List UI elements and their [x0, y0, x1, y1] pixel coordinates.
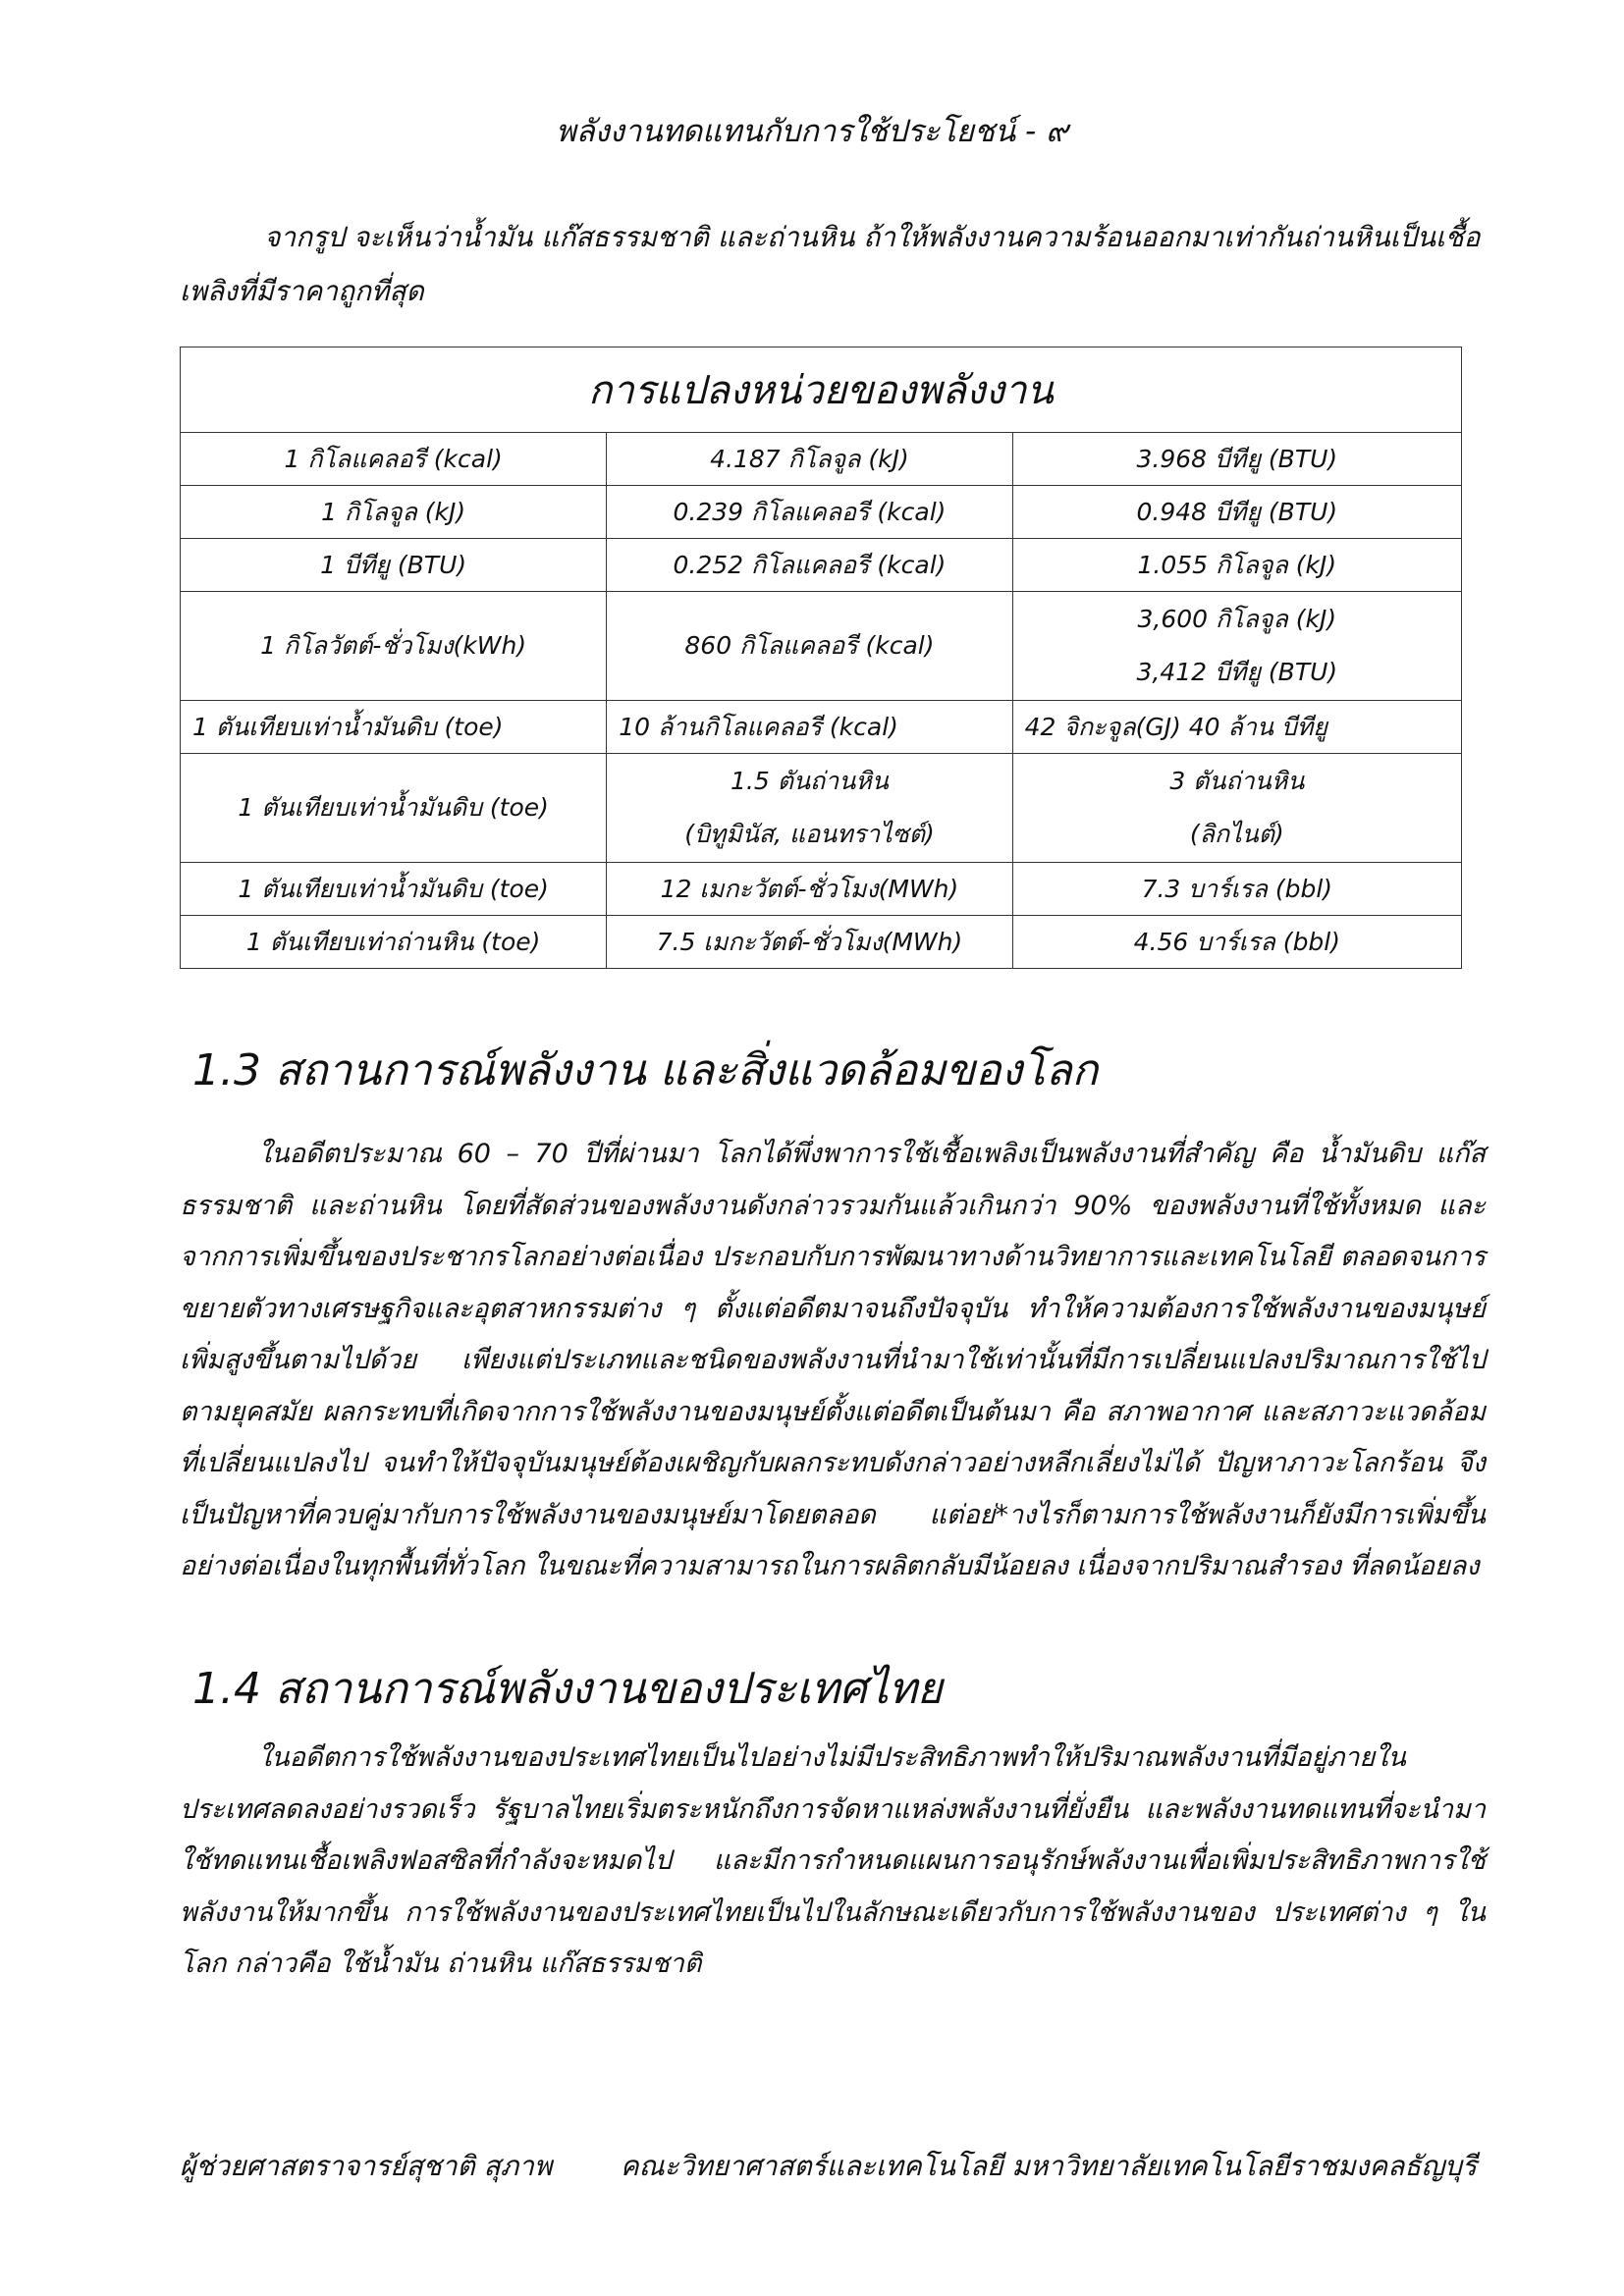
cell-line: (ลิกไนต์)	[1189, 820, 1284, 848]
table-cell: 10 ล้านกิโลแคลอรี (kcal)	[607, 701, 1012, 754]
energy-unit-conversion-table	[180, 347, 1462, 969]
table-cell: 7.3 บาร์เรล (bbl)	[1012, 863, 1461, 916]
section-1-3-paragraph	[180, 1129, 1486, 1593]
table-row	[181, 701, 1462, 754]
table-row	[181, 754, 1462, 863]
table-row	[181, 592, 1462, 701]
footer-institution: คณะวิทยาศาสตร์และเทคโนโลยี มหาวิทยาลัยเทคโนโลยีราชมงคลธัญบุรี	[620, 2150, 1477, 2182]
table-cell: 1 ตันเทียบเท่าถ่านหิน (toe)	[181, 916, 607, 969]
page-header: พลังงานทดแทนกับการใช้ประโยชน์ - ๙	[556, 114, 1068, 149]
table-cell: 1 บีทียู (BTU)	[181, 539, 607, 592]
section-1-4-paragraph	[180, 1733, 1486, 1991]
cell-line: (บิทูมินัส, แอนทราไซต์)	[684, 820, 935, 848]
table-row	[181, 433, 1462, 486]
section-1-4-text: ในอดีตการใช้พลังงานของประเทศไทยเป็นไปอย่างไม่มีประสิทธิภาพทำให้ปริมาณพลังงานที่มีอยู่ภายในประเทศลดลงอย่างรวดเร็ว รัฐบาลไทยเริ่มตระหนักถึงการจัดหาแหล่งพลังงานที่ยั่งยืน และพลังงานทดแทนที่จะนำมาใช้ทดแทนเชื้อเพลิงฟอสซิลที่กำลังจะหมดไป และมีการกำหนดแผนการอนุรักษ์พลังงานเพื่อเพิ่มประสิทธิภาพการใช้พลังงานให้มากขึ้น การใช้พลังงานของประเทศไทยเป็นไปในลักษณะเดียวกับการใช้พลังงานของ ประเทศต่าง ๆ ในโลก กล่าวคือ ใช้น้ำมัน ถ่านหิน แก๊สธรรมชาติ	[180, 1742, 1486, 1979]
table-cell: 1 กิโลวัตต์-ชั่วโมง(kWh)	[181, 592, 607, 701]
section-1-3-text: ในอดีตประมาณ 60 – 70 ปีที่ผ่านมา โลกได้พึ่งพาการใช้เชื้อเพลิงเป็นพลังงานที่สำคัญ คือ น้ำมันดิบ แก๊สธรรมชาติ และถ่านหิน โดยที่สัดส่วนของพลังงานดังกล่าวรวมกันแล้วเกินกว่า 90% ของพลังงานที่ใช้ทั้งหมด และจากการเพิ่มขึ้นของประชากรโลกอย่างต่อเนื่อง ประกอบกับการพัฒนาทางด้านวิทยาการและเทคโนโลยี ตลอดจนการขยายตัวทางเศรษฐกิจและอุตสาหกรรมต่าง ๆ ตั้งแต่อดีตมาจนถึงปัจจุบัน ทำให้ความต้องการใช้พลังงานของมนุษย์เพิ่มสูงขึ้นตามไปด้วย เพียงแต่ประเภทและชนิดของพลังงานที่นำมาใช้เท่านั้นที่มีการเปลี่ยนแปลงปริมาณการใช้ไปตามยุคสมัย ผลกระทบที่เกิดจากการใช้พลังงานของมนุษย์ตั้งแต่อดีตเป็นต้นมา คือ สภาพอากาศ และสภาวะแวดล้อม ที่เปลี่ยนแปลงไป จนทำให้ปัจจุบันมนุษย์ต้องเผชิญกับผลกระทบดังกล่าวอย่างหลีกเลี่ยงไม่ได้ ปัญหาภาวะโลกร้อน จึงเป็นปัญหาที่ควบคู่มากับการใช้พลังงานของมนุษย์มาโดยตลอด แต่อย่*างไรก็ตามการใช้พลังงานก็ยังมีการเพิ่มขึ้นอย่างต่อเนื่องในทุกพื้นที่ทั่วโลก ในขณะที่ความสามารถในการผลิตกลับมีน้อยลง เนื่องจากปริมาณสำรอง ที่ลดน้อยลง	[180, 1139, 1486, 1581]
table-cell	[607, 754, 1012, 863]
cell-line: 3,412 บีทียู (BTU)	[1136, 658, 1338, 686]
table-cell: 4.187 กิโลจูล (kJ)	[607, 433, 1012, 486]
table-cell: 3.968 บีทียู (BTU)	[1012, 433, 1461, 486]
table-cell: 1 ตันเทียบเท่าน้ำมันดิบ (toe)	[181, 863, 607, 916]
section-heading-1-3: 1.3 สถานการณ์พลังงาน และสิ่งแวดล้อมของโลก	[192, 1045, 1099, 1095]
table-cell: 12 เมกะวัตต์-ชั่วโมง(MWh)	[607, 863, 1012, 916]
table-cell: 1 ตันเทียบเท่าน้ำมันดิบ (toe)	[181, 701, 607, 754]
table-cell: 1 ตันเทียบเท่าน้ำมันดิบ (toe)	[181, 754, 607, 863]
table-cell: 1 กิโลจูล (kJ)	[181, 486, 607, 539]
table-cell: 4.56 บาร์เรล (bbl)	[1012, 916, 1461, 969]
table-cell: 42 จิกะจูล(GJ) 40 ล้าน บีทียู	[1012, 701, 1461, 754]
table-row	[181, 916, 1462, 969]
cell-line: 3,600 กิโลจูล (kJ)	[1137, 605, 1337, 633]
table-cell: 1.055 กิโลจูล (kJ)	[1012, 539, 1461, 592]
table-cell	[1012, 592, 1461, 701]
section-heading-1-4: 1.4 สถานการณ์พลังงานของประเทศไทย	[192, 1664, 943, 1714]
table-row	[181, 863, 1462, 916]
intro-text: จากรูป จะเห็นว่าน้ำมัน แก๊สธรรมชาติ และถ่านหิน ถ้าให้พลังงานความร้อนออกมาเท่ากันถ่านหินเป็นเชื้อเพลิงที่มีราคาถูกที่สุด	[180, 221, 1481, 307]
table-cell: 1 กิโลแคลอรี (kcal)	[181, 433, 607, 486]
table-row	[181, 486, 1462, 539]
cell-line: 3 ตันถ่านหิน	[1169, 767, 1305, 795]
table-cell: 0.239 กิโลแคลอรี (kcal)	[607, 486, 1012, 539]
table-cell: 7.5 เมกะวัตต์-ชั่วโมง(MWh)	[607, 916, 1012, 969]
table-cell: 0.948 บีทียู (BTU)	[1012, 486, 1461, 539]
table-cell	[1012, 754, 1461, 863]
cell-line: 1.5 ตันถ่านหิน	[731, 767, 889, 795]
table-title: การแปลงหน่วยของพลังงาน	[181, 347, 1462, 433]
table-cell: 0.252 กิโลแคลอรี (kcal)	[607, 539, 1012, 592]
table-row	[181, 539, 1462, 592]
table-cell: 860 กิโลแคลอรี (kcal)	[607, 592, 1012, 701]
footer-author: ผู้ช่วยศาสตราจารย์สุชาติ สุภาพ	[180, 2150, 553, 2182]
intro-paragraph	[180, 210, 1486, 318]
